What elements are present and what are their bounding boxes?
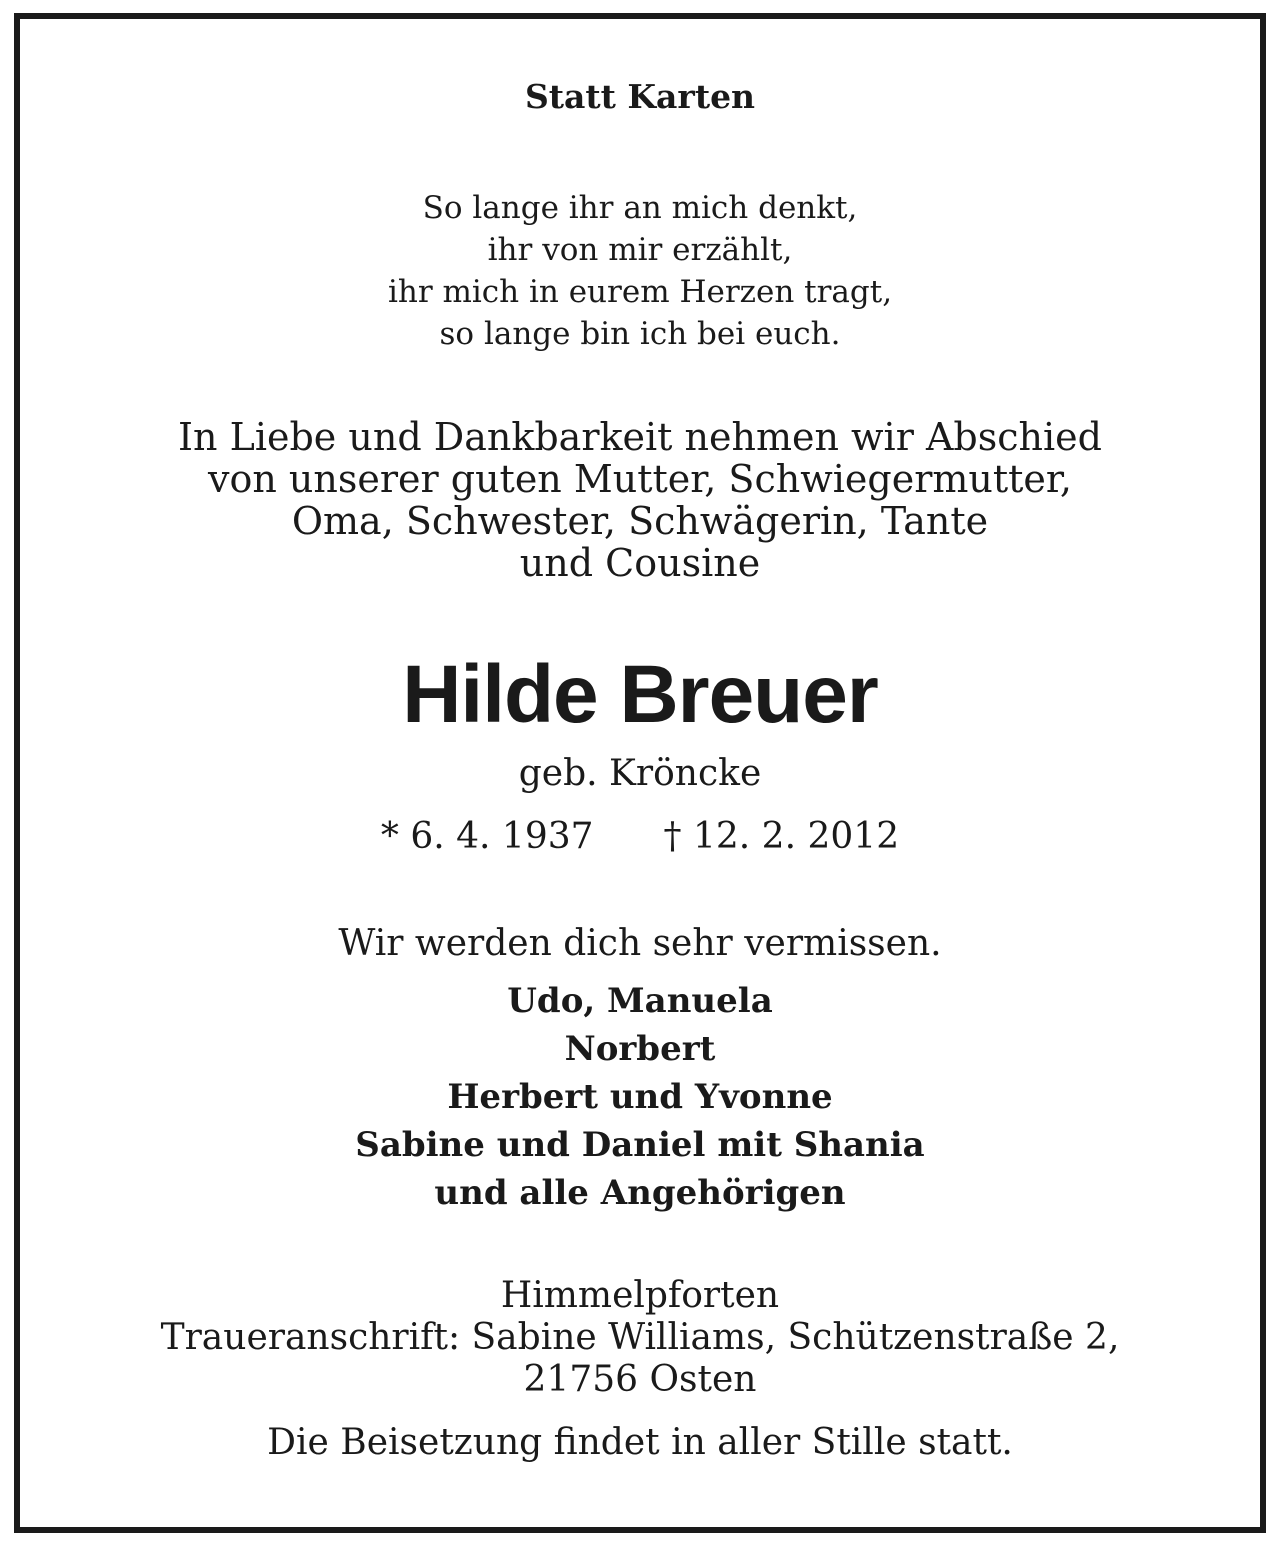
mourners-list (20, 977, 1260, 1217)
birth-date: * 6. 4. 1937 (380, 816, 594, 857)
maiden-name (20, 752, 1260, 796)
miss-line (20, 922, 1260, 966)
burial-note-text: Die Beisetzung findet in aller Stille statt. (267, 1422, 1013, 1463)
address-line: 21756 Osten (523, 1359, 757, 1400)
farewell-line: In Liebe und Dankbarkeit nehmen wir Abschied (178, 415, 1102, 459)
obituary-frame (14, 13, 1266, 1533)
address-line: Traueranschrift: Sabine Williams, Schützenstraße 2, (160, 1317, 1120, 1358)
farewell-text (20, 416, 1260, 584)
miss-line-text: Wir werden dich sehr vermissen. (338, 923, 942, 964)
farewell-line: von unserer guten Mutter, Schwiegermutter, (208, 457, 1072, 501)
mourner-line: Herbert und Yvonne (447, 1077, 833, 1117)
poem-line: so lange bin ich bei euch. (439, 316, 841, 352)
maiden-name-text: geb. Kröncke (518, 753, 762, 794)
poem-line: ihr mich in eurem Herzen tragt, (387, 274, 893, 310)
mourner-line: Sabine und Daniel mit Shania (355, 1125, 925, 1165)
mourner-line: und alle Angehörigen (434, 1173, 846, 1213)
deceased-name-text: Hilde Breuer (402, 649, 878, 740)
death-date: † 12. 2. 2012 (663, 816, 900, 857)
deceased-name (20, 645, 1260, 745)
poem-line: ihr von mir erzählt, (487, 232, 793, 268)
heading (20, 77, 1260, 117)
poem-line: So lange ihr an mich denkt, (422, 190, 858, 226)
place-name: Himmelpforten (500, 1275, 780, 1316)
heading-text: Statt Karten (524, 77, 756, 116)
burial-note (20, 1422, 1260, 1464)
mourning-address (20, 1275, 1260, 1401)
poem (20, 187, 1260, 355)
mourner-line: Norbert (564, 1029, 716, 1069)
life-dates (20, 815, 1260, 859)
farewell-line: und Cousine (519, 541, 761, 585)
mourner-line: Udo, Manuela (507, 981, 773, 1021)
farewell-line: Oma, Schwester, Schwägerin, Tante (291, 499, 989, 543)
